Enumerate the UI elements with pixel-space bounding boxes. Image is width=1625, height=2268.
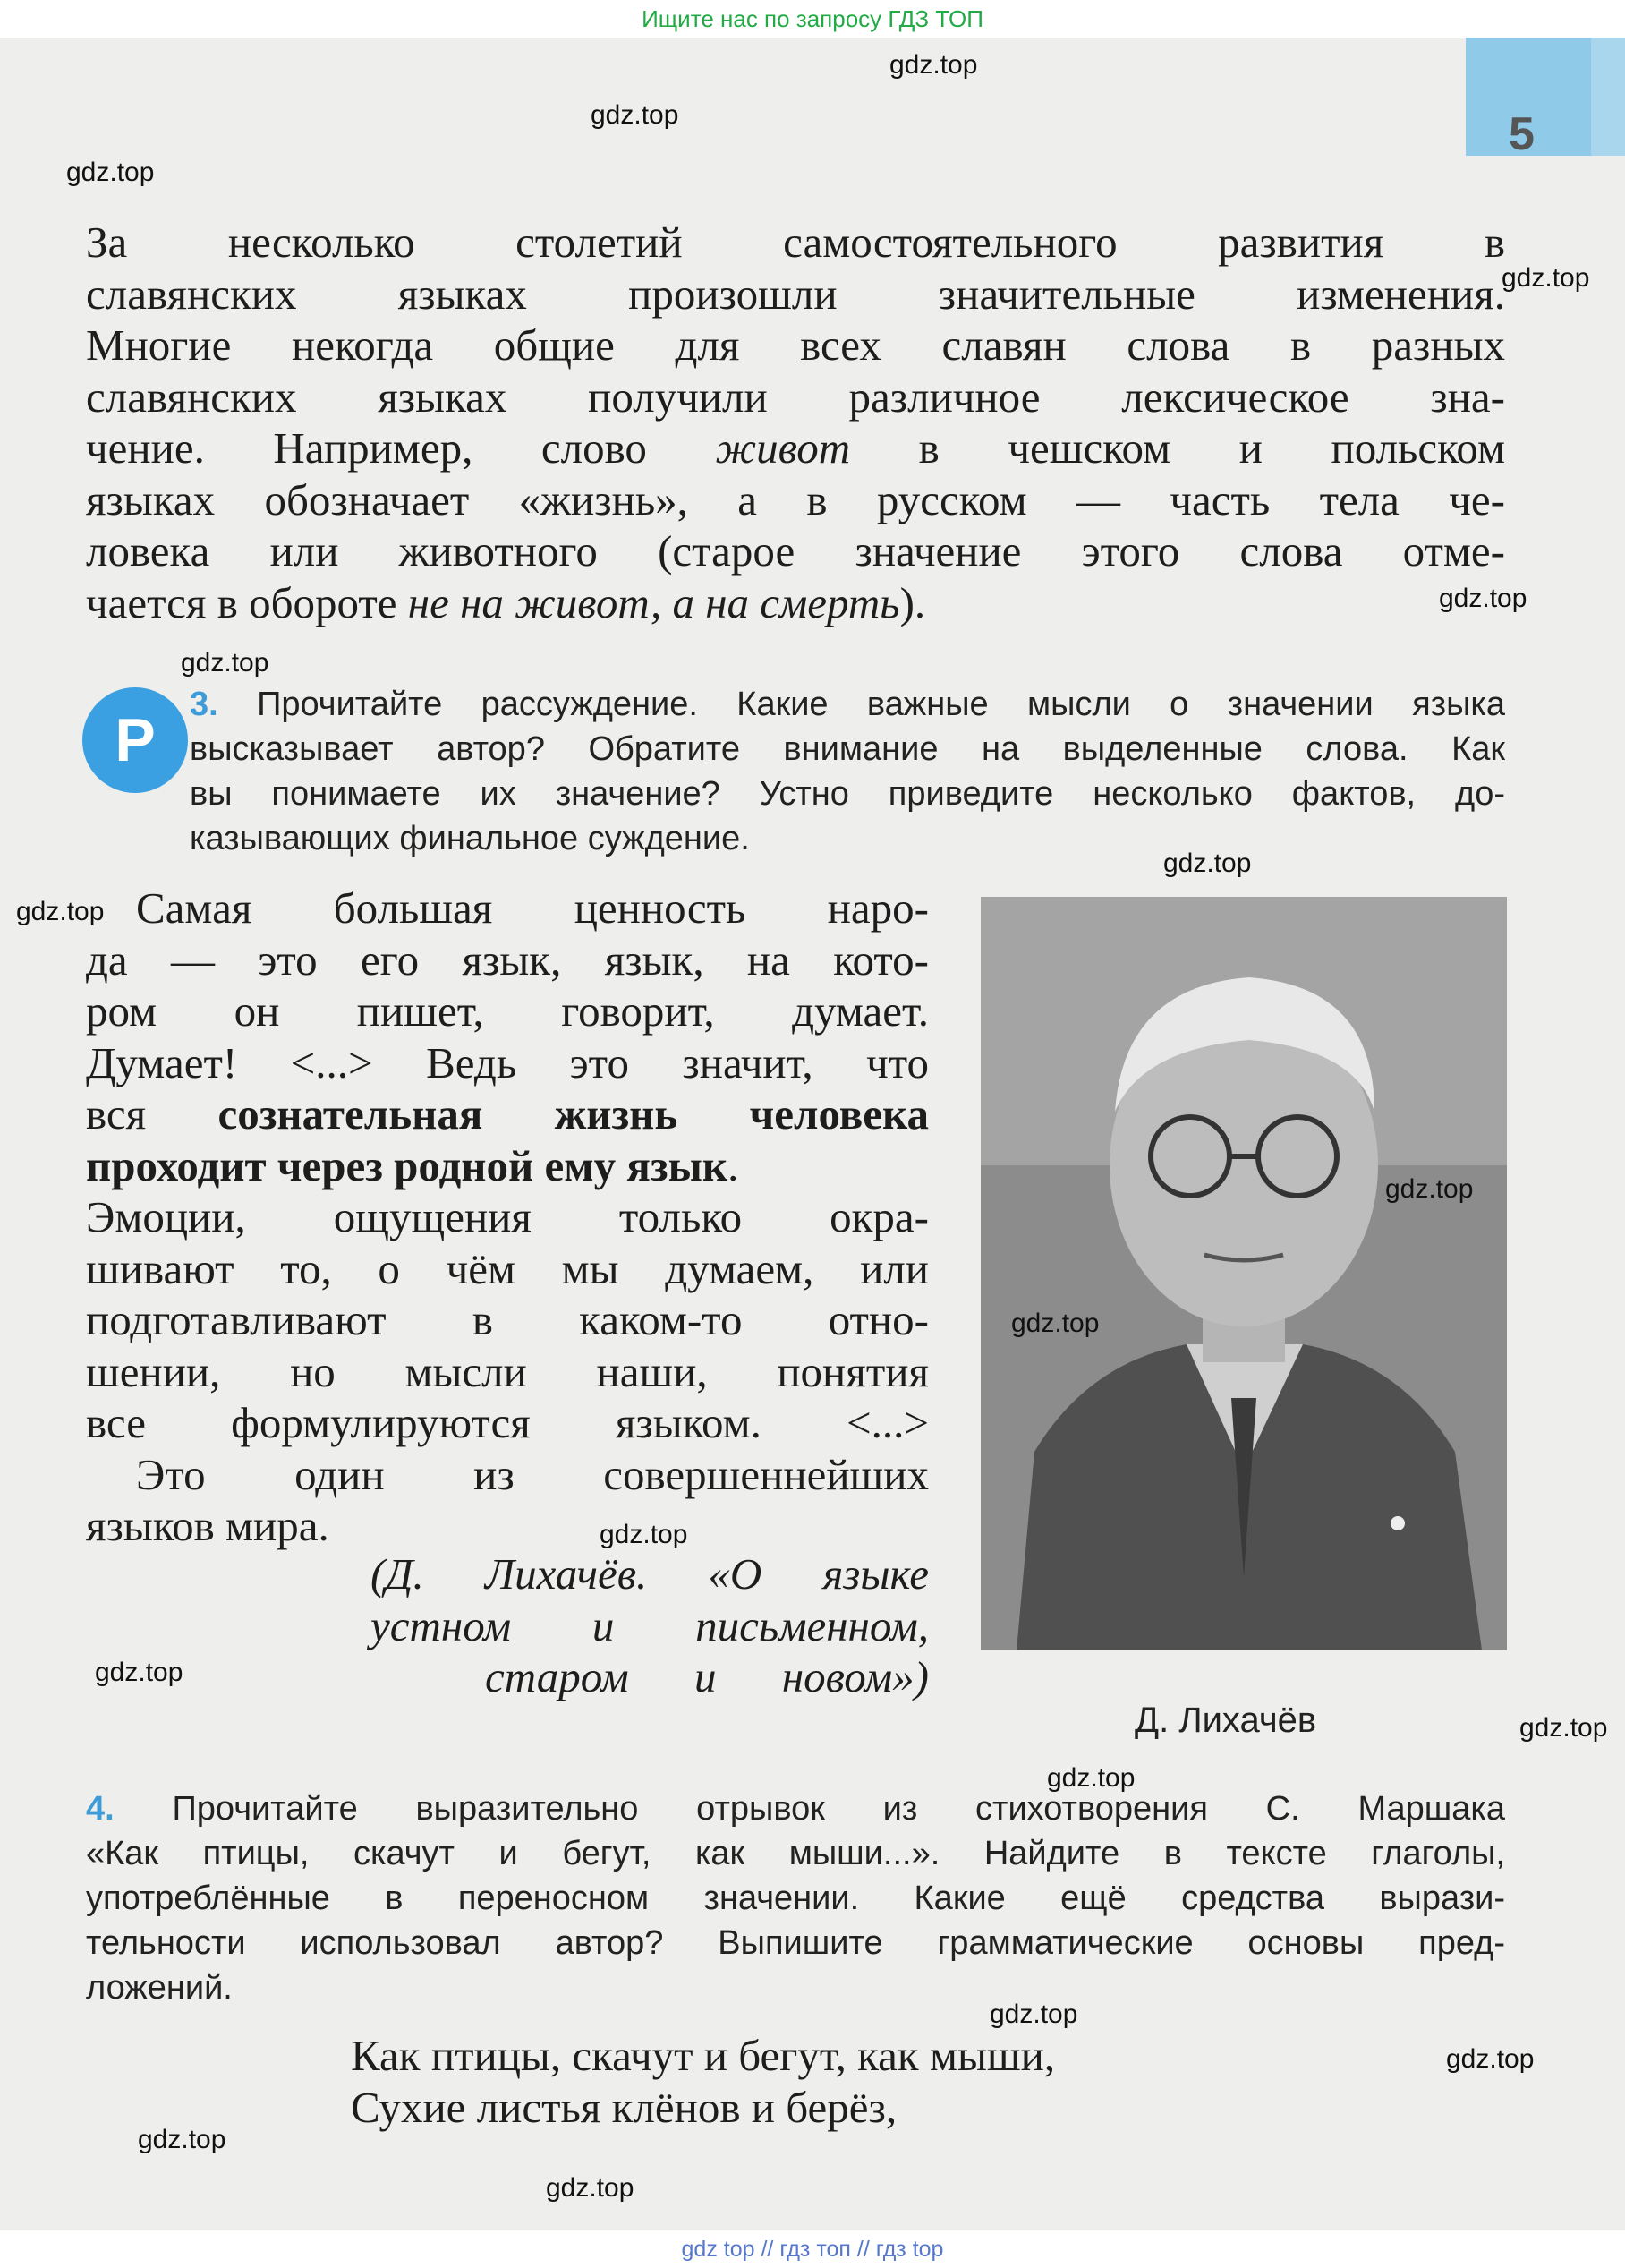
watermark: gdz.top (1011, 1309, 1100, 1338)
task3-line-1: 3. Прочитайте рассуждение. Какие важные мысли о значении языка (190, 686, 1506, 723)
watermark: gdz.top (1047, 1763, 1136, 1793)
intro-line-2: славянских языках произошли значительные изменения. (86, 269, 1505, 319)
intro-paragraph (86, 217, 1505, 628)
poem-line-1: Как птицы, скачут и бегут, как мыши, (351, 2031, 1056, 2080)
quote-line-5: вся сознательная жизнь человека (86, 1089, 929, 1138)
watermark: gdz.top (591, 100, 679, 130)
quote-line-13: языков мира. (86, 1501, 329, 1550)
watermark: gdz.top (16, 897, 105, 926)
poem (351, 2030, 1505, 2133)
top-banner: Ищите нас по запросу ГДЗ ТОП (0, 0, 1625, 38)
watermark: gdz.top (1446, 2044, 1535, 2074)
intro-line-7: ловека или животного (старое значение этого слова отме- (86, 526, 1505, 576)
watermark: gdz.top (1502, 263, 1590, 293)
intro-line-5: чение. Например, слово живот в чешском и польском (86, 423, 1506, 473)
task3-number: 3. (190, 686, 218, 723)
task3-line-2: высказывает автор? Обратите внимание на выделенные слова. Как (190, 730, 1505, 768)
source-line-2: устном и письменном, (370, 1600, 929, 1650)
task-4 (86, 1786, 1505, 2010)
task4-line-5: ложений. (86, 1969, 233, 2007)
source-line-3: старом и новом») (485, 1652, 929, 1701)
task4-number: 4. (86, 1790, 115, 1828)
intro-line-8: чается в обороте не на живот, а на смерть). (86, 577, 926, 627)
watermark: gdz.top (546, 2173, 634, 2203)
bold-phrase-2: проходит через родной ему язык (86, 1140, 728, 1190)
bold-phrase-1: сознательная жизнь человека (217, 1089, 929, 1138)
quote-line-8: шивают то, о чём мы думаем, или (86, 1243, 929, 1293)
intro-line-4: славянских языках получили различное лексическое зна- (86, 371, 1505, 422)
photo-caption: Д. Лихачёв (1135, 1701, 1317, 1740)
source-line-1: (Д. Лихачёв. «О языке (370, 1549, 929, 1599)
watermark: gdz.top (1439, 584, 1527, 613)
quote-line-4: Думает! <...> Ведь это значит, что (86, 1037, 929, 1087)
watermark: gdz.top (66, 158, 155, 187)
bottom-banner: gdz top // гдз топ // гдз top (0, 2230, 1625, 2268)
poem-line-2: Сухие листья клёнов и берёз, (351, 2082, 898, 2132)
watermark: gdz.top (95, 1658, 183, 1687)
quote-line-12: Это один из совершеннейших (136, 1449, 929, 1499)
watermark: gdz.top (889, 50, 978, 80)
watermark: gdz.top (1519, 1713, 1608, 1743)
quote-line-2: да — это его язык, язык, на кото- (86, 934, 929, 985)
quote-line-11: все формулируются языком. <...> (86, 1398, 929, 1447)
page-number: 5 (1509, 108, 1535, 160)
watermark: gdz.top (990, 1999, 1078, 2029)
intro-line-1: За несколько столетий самостоятельного развития в (86, 217, 1505, 267)
task4-line-2: «Как птицы, скачут и бегут, как мыши...». Найдите в тексте глаголы, (86, 1835, 1505, 1872)
task-3 (190, 682, 1505, 861)
quote-line-1: Самая большая ценность наро- (136, 883, 929, 933)
word-zhivot: живот (715, 423, 851, 473)
portrait-photo (981, 897, 1507, 1650)
watermark: gdz.top (138, 2125, 226, 2154)
quote-line-9: подготавливают в каком-то отно- (86, 1295, 929, 1344)
intro-line-6: языках обозначает «жизнь», а в русском — часть тела че- (86, 474, 1505, 524)
watermark: gdz.top (600, 1520, 688, 1549)
quote-line-6: проходит через родной ему язык. (86, 1140, 739, 1190)
task3-line-4: казывающих финальное суждение. (190, 820, 750, 857)
task4-line-1: 4. Прочитайте выразительно отрывок из стихотворения С. Маршака (86, 1790, 1506, 1828)
intro-line-3: Многие некогда общие для всех славян слова в разных (86, 320, 1505, 370)
quote-line-7: Эмоции, ощущения только окра- (86, 1192, 929, 1241)
watermark: gdz.top (1163, 848, 1252, 878)
portrait-illustration (981, 897, 1507, 1650)
task4-line-4: тельности использовал автор? Выпишите грамматические основы пред- (86, 1924, 1505, 1962)
task3-line-3: вы понимаете их значение? Устно приведите несколько фактов, до- (190, 775, 1505, 813)
quote-line-3: ром он пишет, говорит, думает. (86, 986, 929, 1036)
idiom-phrase: не на живот, а на смерть (407, 577, 900, 627)
likhachev-quote (86, 882, 929, 1552)
quote-line-10: шении, но мысли наши, понятия (86, 1346, 929, 1396)
quote-source (370, 1548, 929, 1703)
task-type-badge: Р (82, 687, 188, 793)
watermark: gdz.top (1385, 1174, 1474, 1204)
watermark: gdz.top (181, 648, 269, 678)
task4-line-3: употреблённые в переносном значении. Какие ещё средства вырази- (86, 1880, 1505, 1917)
